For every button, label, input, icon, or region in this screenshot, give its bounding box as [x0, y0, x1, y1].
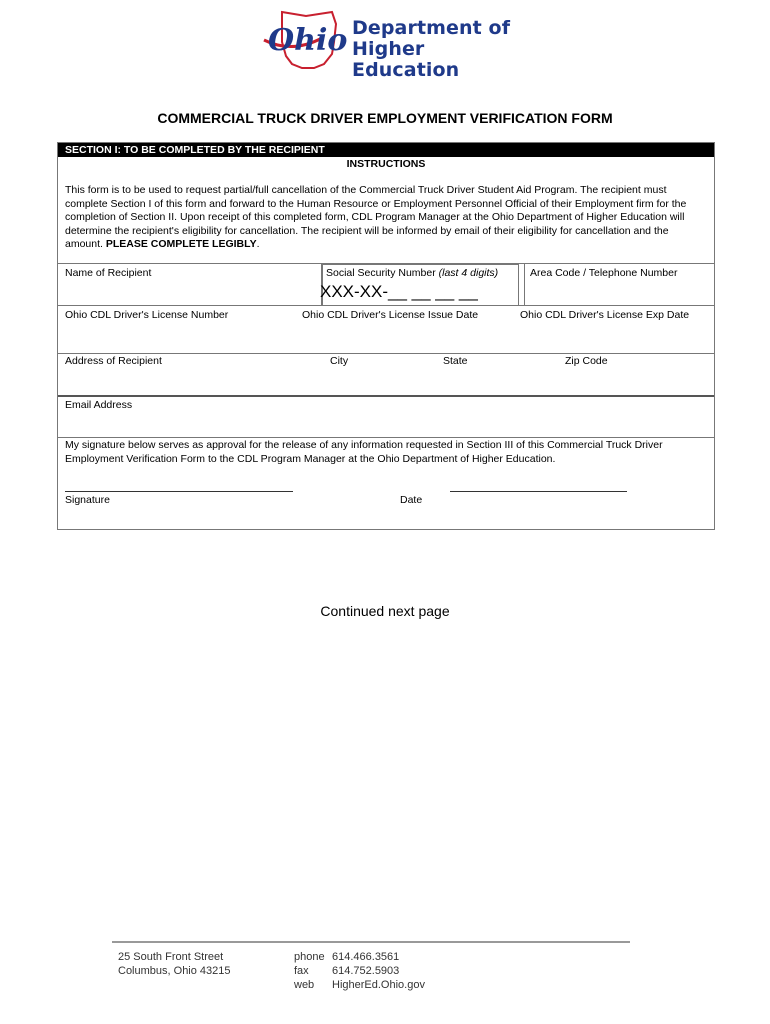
web-label: web [294, 979, 315, 991]
logo-line-2: Higher Education [352, 38, 460, 81]
license-number-field[interactable]: Ohio CDL Driver's License Number [65, 309, 229, 321]
fax-label: fax [294, 965, 309, 977]
form-title: COMMERCIAL TRUCK DRIVER EMPLOYMENT VERIFICATION FORM [157, 110, 613, 126]
footer-web [294, 978, 425, 992]
ssn-input[interactable]: XXX-XX-__ __ __ __ [320, 282, 478, 301]
divider [58, 305, 714, 306]
city-field[interactable]: City [330, 355, 349, 367]
footer-contact [294, 950, 425, 992]
license-exp-date-field[interactable]: Ohio CDL Driver's License Exp Date [520, 309, 690, 321]
address-field[interactable]: Address of Recipient [65, 355, 162, 367]
svg-text:Ohio: Ohio [268, 23, 348, 58]
date-label: Date [400, 494, 423, 506]
divider [58, 395, 714, 397]
phone-label: phone [294, 951, 325, 963]
logo-line-1: Department of [352, 17, 511, 39]
footer-phone [294, 950, 425, 964]
fax-number: 614.752.5903 [332, 965, 400, 977]
email-field[interactable]: Email Address [65, 399, 133, 411]
signature-statement: My signature below serves as approval for the release of any information requested in Section III of this Commercial Truck Driver Employment Verification Form to the CDL Program Manager at the Ohio Department of Higher Education. [65, 439, 663, 465]
signature-label: Signature [65, 494, 110, 506]
instructions-emphasis: PLEASE COMPLETE LEGIBLY [105, 238, 257, 250]
footer-address [118, 950, 231, 978]
footer-divider [112, 941, 630, 943]
footer-fax [294, 964, 425, 978]
continued-note: Continued next page [320, 603, 450, 619]
logo-text [352, 18, 522, 81]
ohio-state-outline-icon [262, 8, 352, 72]
form-section-1 [57, 142, 715, 530]
section-header-bar: SECTION I: TO BE COMPLETED BY THE RECIPIENT [58, 143, 714, 157]
license-issue-date-field[interactable]: Ohio CDL Driver's License Issue Date [302, 309, 479, 321]
ohio-higher-ed-logo [262, 8, 522, 81]
instructions-heading: INSTRUCTIONS [346, 158, 426, 170]
ssn-note: (last 4 digits) [438, 267, 499, 279]
divider [58, 353, 714, 354]
footer-address-line-2: Columbus, Ohio 43215 [118, 965, 231, 977]
instructions-body: This form is to be used to request partial/full cancellation of the Commercial Truck Driver Student Aid Program. The recipient must complete Section I of this form and forward to the Human Resource or Employment Personnel Official of their Employment firm for the completion of Section II. Upon receipt of this completed form, CDL Program Manager at the Ohio Department of Higher Education will determine the recipient's eligibility for cancellation. The recipient will be informed by email of their eligibility for cancellation and the amount. [65, 184, 687, 250]
signature-line[interactable] [65, 491, 293, 492]
state-field[interactable]: State [443, 355, 468, 367]
date-line[interactable] [450, 491, 627, 492]
instructions-text [65, 184, 707, 252]
recipient-name-field[interactable]: Name of Recipient [65, 267, 152, 279]
phone-number: 614.466.3561 [332, 951, 400, 963]
divider [524, 263, 525, 305]
website-link[interactable]: HigherEd.Ohio.gov [332, 979, 425, 991]
footer-address-line-1: 25 South Front Street [118, 951, 224, 963]
instructions-end: . [256, 238, 260, 250]
zip-code-field[interactable]: Zip Code [565, 355, 608, 367]
telephone-field[interactable]: Area Code / Telephone Number [530, 267, 678, 279]
ssn-label-text: Social Security Number [326, 267, 436, 279]
